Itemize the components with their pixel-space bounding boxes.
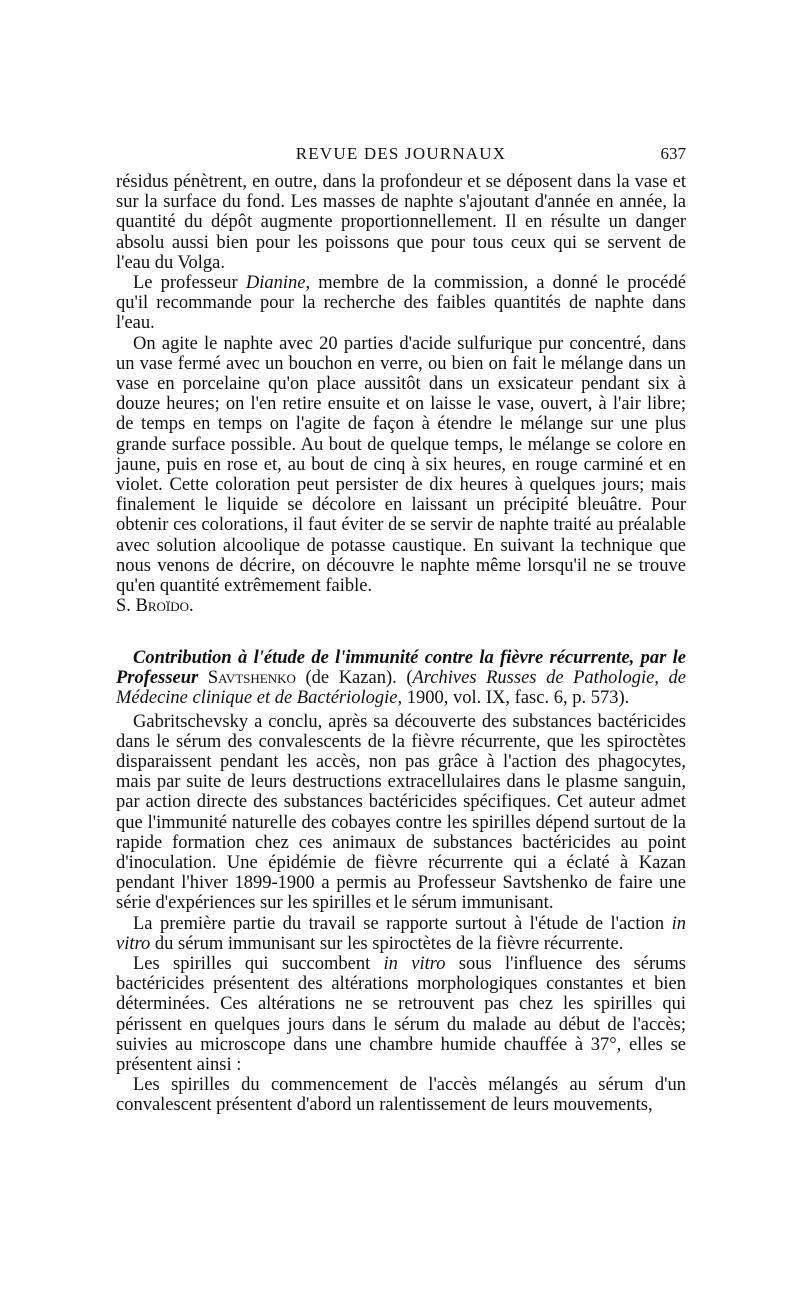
running-title: REVUE DES JOURNAUX [295,144,507,163]
text-span: , membre de la commission, a donné le procédé qu'il recommande pour la recherche des faibles quantités de naphte dans l'eau. [116,273,686,334]
text-span: Les spirilles qui succombent [133,954,384,975]
page-header [116,144,686,168]
paragraph [116,273,686,334]
journal-name: Archives Russes de Pathologie, de Médecine clinique et de Bactériologie [116,668,686,709]
text-span: sous l'influence des sérums bactéricides présentent des altérations morphologiques constantes et bien déterminées. Ces altérations ne se retrouvent pas chez les spirilles qui périssent en quelques jours dans le sérum du malade au début de l'accès; suivies au microscope dans une chambre humide chauffée à 37°, elles se présentent ainsi : [116,954,686,1076]
text-span: Le professeur [133,273,246,294]
article-title: Contribution à l'étude de l'immunité contre la fièvre récurrente, par le Professeur [116,648,686,689]
article-citation [116,648,686,709]
paragraph: résidus pénètrent, en outre, dans la profondeur et se déposent dans la vase et sur la surface du fond. Les masses de naphte s'ajoutant d'année en année, la quantité du dépôt augmente proportionnellement. Il en résulte un danger absolu aussi bien pour les poissons que pour tous ceux qui se servent de l'eau du Volga. [116,172,686,273]
paragraph: Gabritschevsky a conclu, après sa découverte des substances bactéricides dans le sérum des convalescents de la fièvre récurrente, que les spiroctètes disparaissent pendant les accès, non pas grâce à l'action des phagocytes, mais par suite de leurs destructions extracellulaires dans le plasme sanguin, par action directe des substances bactéricides spécifiques. Cet auteur admet que l'immunité naturelle des cobayes contre les spirilles dépend surtout de la rapide formation chez ces animaux de substances bactéricides au point d'inoculation. Une épidémie de fièvre récurrente qui a éclaté à Kazan pendant l'hiver 1899-1900 a permis au Professeur Savtshenko de faire une série d'expériences sur les spirilles et le sérum immunisant. [116,711,686,914]
text-span: La première partie du travail se rapporte surtout à l'étude de l'action [133,913,672,934]
paragraph: On agite le naphte avec 20 parties d'acide sulfurique pur concentré, dans un vase fermé avec un bouchon en verre, ou bien on fait le mélange dans un vase en porcelaine qu'on place aussitôt dans un exsicateur pendant six à douze heures; on l'en retire ensuite et on laisse le vase, ouvert, à l'air libre; de temps en temps on l'agite de façon à étendre le mélange sur une plus grande surface possible. Au bout de quelque temps, le mélange se colore en jaune, puis en rose et, au bout de cinq à six heures, en rouge carminé et en violet. Cette coloration peut persister de dix heures à quelques jours; mais finalement le liquide se décolore en laissant un précipité bleuâtre. Pour obtenir ces colorations, il faut éviter de se servir de naphte traité au préalable avec solution alcoolique de potasse caustique. En suivant la technique que nous venons de décrire, on découvre le naphte même lorsqu'il ne se trouve qu'en quantité extrêmement faible. [116,333,686,597]
italic-term: in vitro [116,913,686,954]
author-name: Savtshenko [207,668,296,689]
paragraph [116,914,686,954]
paragraph: Les spirilles du commencement de l'accès mélangés au sérum d'un convalescent présentent d'abord un ralentissement de leurs mouvements, [116,1075,686,1116]
article-naphte [116,172,686,616]
article-immunite [116,648,686,1116]
italic-term: in vitro [383,954,446,975]
page-number: 637 [660,144,686,163]
paragraph [116,954,686,1075]
text-span: , 1900, vol. IX, fasc. 6, p. 573). [397,688,630,709]
text-span: (de Kazan). ( [295,668,413,689]
author-signature: S. Broïdo. [116,596,194,617]
person-name: Dianine [245,273,306,294]
text-span: du sérum immunisant sur les spiroctètes de la fièvre récurrente. [150,933,624,954]
